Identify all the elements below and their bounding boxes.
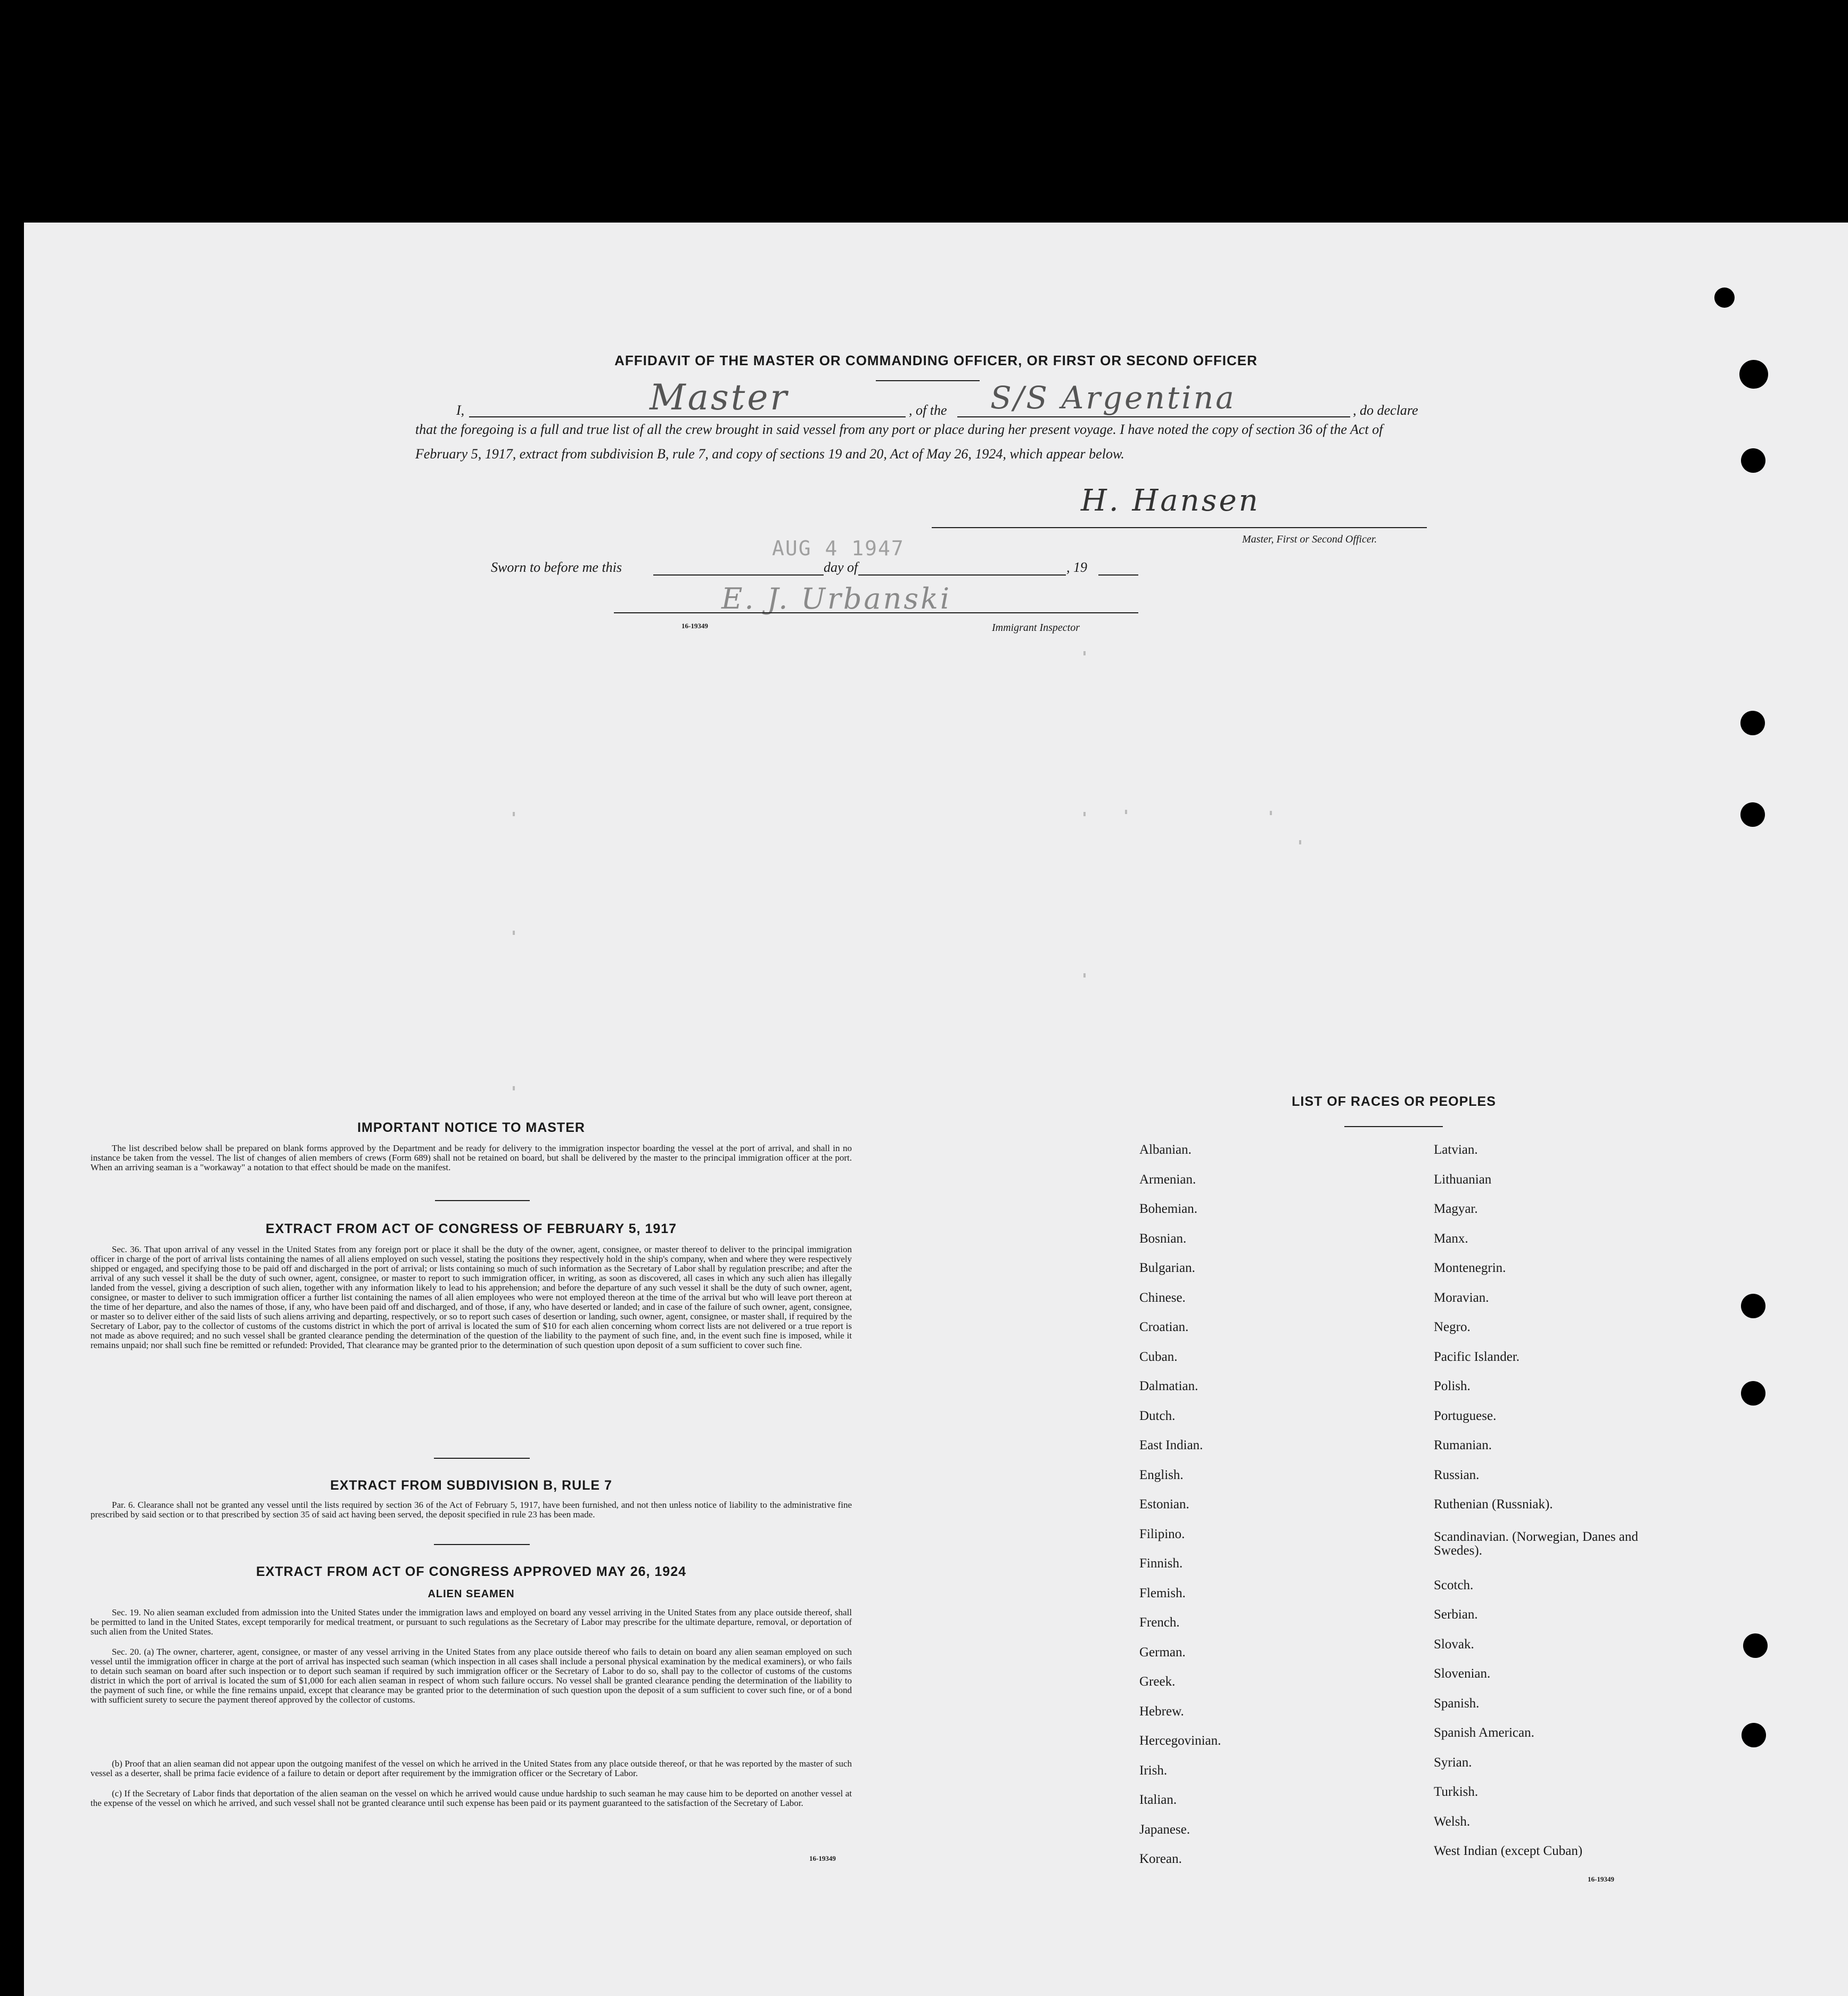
races-form-number: 16-19349 — [1588, 1875, 1614, 1883]
race-item: Russian. — [1434, 1467, 1480, 1482]
race-item: Spanish American. — [1434, 1726, 1534, 1740]
race-item: Estonian. — [1139, 1497, 1189, 1512]
extract-rule7-title: EXTRACT FROM SUBDIVISION B, RULE 7 — [330, 1478, 612, 1493]
race-item: Manx. — [1434, 1231, 1468, 1246]
race-item: Magyar. — [1434, 1202, 1478, 1216]
sworn-year-line — [1098, 574, 1138, 576]
race-item: Spanish. — [1434, 1696, 1480, 1711]
extract-1924-subtitle: ALIEN SEAMEN — [428, 1588, 515, 1600]
race-item: Slovenian. — [1434, 1666, 1491, 1681]
declaration-text: that the foregoing is a full and true list of all the crew brought in said vessel from any port or place during her present voyage. I have noted the copy of section 36 of the Act of February 5, 1917, extract from subdivision B, rule 7, and copy of sections 19 and 20, Act of May 26, 1924, which appear below. — [415, 422, 1383, 462]
extract-1924-sec20c: (c) If the Secretary of Labor finds that deportation of the alien seaman on the vessel on which he arrived would cause undue hardship to such seaman he may cause him to be deported on another vessel at the expense of the vessel on which he arrived, and such vessel shall not be granted clearance until such expense has been paid or its payment guaranteed to the satisfaction of the Secretary of Labor. — [91, 1788, 852, 1808]
race-item: Syrian. — [1434, 1755, 1472, 1770]
inspector-signature-handwritten: E. J. Urbanski — [721, 582, 952, 615]
race-item: Dalmatian. — [1139, 1379, 1198, 1393]
race-item: Rumanian. — [1434, 1438, 1492, 1452]
title-divider — [876, 380, 980, 381]
extract-1917-divider — [434, 1458, 530, 1459]
vessel-handwritten: S/S Argentina — [990, 380, 1236, 416]
race-item: Bosnian. — [1139, 1231, 1187, 1246]
scan-speck — [513, 931, 515, 935]
race-item: Japanese. — [1139, 1822, 1190, 1837]
form-number: 16-19349 — [681, 622, 708, 630]
race-item: Flemish. — [1139, 1586, 1186, 1600]
race-item: Dutch. — [1139, 1408, 1176, 1423]
affidavit-title: AFFIDAVIT OF THE MASTER OR COMMANDING OFFICER, OR FIRST OR SECOND OFFICER — [614, 352, 1258, 368]
race-item: French. — [1139, 1615, 1180, 1630]
race-item: English. — [1139, 1467, 1184, 1482]
scan-speck — [1083, 812, 1086, 816]
race-item: Portuguese. — [1434, 1408, 1497, 1423]
punch-hole — [1714, 288, 1735, 308]
race-item: Negro. — [1434, 1320, 1471, 1334]
scan-speck — [1299, 840, 1301, 844]
i-label: I, — [456, 403, 465, 418]
race-item: Serbian. — [1434, 1607, 1478, 1622]
signature-label: Master, First or Second Officer. — [1242, 533, 1377, 545]
extract-1924-title: EXTRACT FROM ACT OF CONGRESS APPROVED MAY 26, 1924 — [256, 1564, 687, 1579]
notice-body: The list described below shall be prepared on blank forms approved by the Department and be ready for delivery to the immigration inspector boarding the vessel at the port of arrival, and shall in no instance be taken from the vessel. The list of changes of alien members of crews (Form 689) shall not be retained on board, but shall be delivered by the master to the principal immigration officer at the port. When an arriving seaman is a "workaway" a notation to that effect should be made on the manifest. — [91, 1143, 852, 1172]
inspector-label: Immigrant Inspector — [992, 622, 1080, 634]
race-item: Pacific Islander. — [1434, 1349, 1520, 1364]
scan-speck — [1083, 973, 1086, 978]
race-item: Hercegovinian. — [1139, 1734, 1221, 1748]
extract-1917-title: EXTRACT FROM ACT OF CONGRESS OF FEBRUARY 5, 1917 — [265, 1221, 677, 1236]
sworn-month-line — [858, 574, 1066, 576]
document-sheet — [24, 223, 1848, 1996]
extract-rule7-body: Par. 6. Clearance shall not be granted any vessel until the lists required by section 36 of the Act of February 5, 1917, have been furnished, and not then unless notice of liability to the administrative fine prescribed by said section or to that prescribed by section 35 of said act having been served, the deposit specified in rule 23 has been made. — [91, 1500, 852, 1519]
day-of-label: day of — [824, 560, 858, 575]
race-item: Albanian. — [1139, 1143, 1192, 1157]
race-item: German. — [1139, 1645, 1186, 1660]
races-right-column — [1434, 1143, 1657, 1874]
race-item: Latvian. — [1434, 1143, 1478, 1157]
race-item: Cuban. — [1139, 1349, 1178, 1364]
do-declare-label: , do declare — [1353, 403, 1418, 418]
notice-divider — [435, 1200, 530, 1201]
scan-speck — [513, 1086, 515, 1090]
races-title: LIST OF RACES OR PEOPLES — [1292, 1094, 1496, 1109]
race-item: Lithuanian — [1434, 1172, 1492, 1187]
scan-speck — [1125, 810, 1127, 814]
race-item: Armenian. — [1139, 1172, 1196, 1187]
name-handwritten: Master — [650, 377, 789, 418]
race-item: Finnish. — [1139, 1556, 1183, 1571]
inspector-line — [614, 612, 1138, 613]
sworn-label: Sworn to before me this — [491, 560, 622, 575]
race-item: Slovak. — [1434, 1637, 1474, 1652]
races-left-column — [1139, 1143, 1221, 1882]
race-item: Bulgarian. — [1139, 1261, 1195, 1275]
extract-rule7-divider — [434, 1544, 530, 1545]
race-item: Hebrew. — [1139, 1704, 1184, 1719]
punch-hole — [1741, 448, 1765, 473]
races-divider — [1344, 1126, 1443, 1127]
race-item: Scandinavian. (Norwegian, Danes and Swedes). — [1434, 1529, 1638, 1558]
punch-hole — [1742, 1723, 1766, 1747]
sworn-day-line — [653, 574, 824, 576]
of-the-label: , of the — [909, 403, 947, 418]
race-item: Irish. — [1139, 1763, 1168, 1778]
race-item: Ruthenian (Russniak). — [1434, 1497, 1553, 1512]
punch-hole — [1741, 1381, 1765, 1406]
punch-hole — [1743, 1633, 1768, 1658]
race-item: Turkish. — [1434, 1785, 1479, 1799]
race-item: Italian. — [1139, 1793, 1177, 1807]
race-item: Greek. — [1139, 1674, 1176, 1689]
date-stamp: AUG 4 1947 — [772, 537, 905, 560]
extract-form-number: 16-19349 — [809, 1854, 836, 1862]
race-item: Scotch. — [1434, 1578, 1474, 1592]
race-item: Chinese. — [1139, 1290, 1186, 1305]
signature-line — [932, 527, 1427, 528]
race-item: Montenegrin. — [1434, 1261, 1506, 1275]
scan-speck — [1083, 651, 1086, 655]
scan-speck — [513, 812, 515, 816]
punch-hole — [1740, 802, 1765, 827]
year-label: , 19 — [1066, 560, 1087, 575]
extract-1924-sec19: Sec. 19. No alien seaman excluded from admission into the United States under the immigration laws and employed on board any vessel arriving in the United States from any place outside thereof, shall be permitted to land in the United States, except temporarily for medical treatment, or pursuant to such regulations as the Secretary of Labor may prescribe for the ultimate departure, removal, or deportation of such alien from the United States. — [91, 1607, 852, 1637]
signature-handwritten: H. Hansen — [1081, 483, 1260, 518]
race-item: East Indian. — [1139, 1438, 1203, 1452]
race-item: West Indian (except Cuban) — [1434, 1844, 1583, 1858]
race-item: Croatian. — [1139, 1320, 1189, 1334]
race-item: Welsh. — [1434, 1814, 1471, 1829]
race-item: Moravian. — [1434, 1290, 1489, 1305]
extract-1924-sec20b: (b) Proof that an alien seaman did not appear upon the outgoing manifest of the vessel on which he arrived in the United States from any place outside thereof, or that he was reported by the master of such vessel as a deserter, shall be prima facie evidence of a failure to detain or deport after requirement by the immigration officer or the Secretary of Labor. — [91, 1759, 852, 1778]
notice-title: IMPORTANT NOTICE TO MASTER — [357, 1120, 585, 1135]
extract-1924-sec20a: Sec. 20. (a) The owner, charterer, agent, consignee, or master of any vessel arriving in the United States from any place outside thereof who fails to detain on board any alien seaman employed on such vessel until the immigration officer in charge at the port of arrival has inspected such seaman (which inspection in all cases shall include a personal physical examination by the medical examiners), or who fails to detain such seaman on board after such inspection or to deport such seaman if required by such immigration officer or the Secretary of Labor to do so, shall pay to the collector of customs of the customs district in which the port of arrival is located the sum of $1,000 for each alien seaman in respect of whom such failure occurs. No vessel shall be granted clearance pending the determination of the liability to the payment of such fine, or while the fine remains unpaid, except that clearance may be granted prior to the determination of such question upon the deposit of a sum sufficient to cover such fine, or of a bond with sufficient surety to secure the payment thereof approved by the collector of customs. — [91, 1647, 852, 1705]
extract-1917-body: Sec. 36. That upon arrival of any vessel in the United States from any foreign port or place it shall be the duty of the owner, agent, consignee, or master thereof to deliver to the principal immigration officer in charge of the port of arrival lists containing the names of all aliens employed on such vessel, stating the positions they respectively hold in the ship's company, when and where they were respectively shipped or engaged, and specifying those to be paid off and discharged in the port of arrival; or lists containing so much of such information as the Secretary of Labor shall by regulation prescribe; and after the arrival of any such vessel it shall be the duty of such owner, agent, consignee, or master to report to such immigration officer, in writing, as soon as discovered, all cases in which any such alien has illegally landed from the vessel, giving a description of such alien, together with any information likely to lead to his apprehension; and before the departure of any such vessel it shall be the duty of such owner, agent, consignee, or master to deliver to such immigration officer a further list containing the names of all alien employees who were not employed thereon at the time of the arrival but who will leave port thereon at the time of her departure, and also the names of those, if any, who have been paid off and discharged, and of those, if any, who have deserted or landed; and in case of the failure of such owner, agent, consignee, or master so to deliver either of the said lists of such aliens arriving and departing, respectively, or so to report such cases of desertion or landing, such owner, agent, consignee, or master shall, if required by the Secretary of Labor, pay to the collector of customs of the customs district in which the port of arrival is located the sum of $10 for each alien concerning whom correct lists are not delivered or a true report is not made as above required; and no such vessel shall be granted clearance pending the determination of the question of the liability to the payment of such fine, and, in the event such fine is imposed, while it remains unpaid; nor shall such fine be remitted or refunded: Provided, That clearance may be granted prior to the determination of such question upon deposit of a sum sufficient to cover such fine. — [91, 1244, 852, 1350]
race-item: Korean. — [1139, 1852, 1182, 1866]
punch-hole — [1740, 711, 1765, 735]
punch-hole — [1741, 1294, 1765, 1318]
race-item: Polish. — [1434, 1379, 1471, 1393]
scan-speck — [1270, 811, 1272, 815]
race-item: Bohemian. — [1139, 1202, 1198, 1216]
race-item: Filipino. — [1139, 1526, 1185, 1541]
